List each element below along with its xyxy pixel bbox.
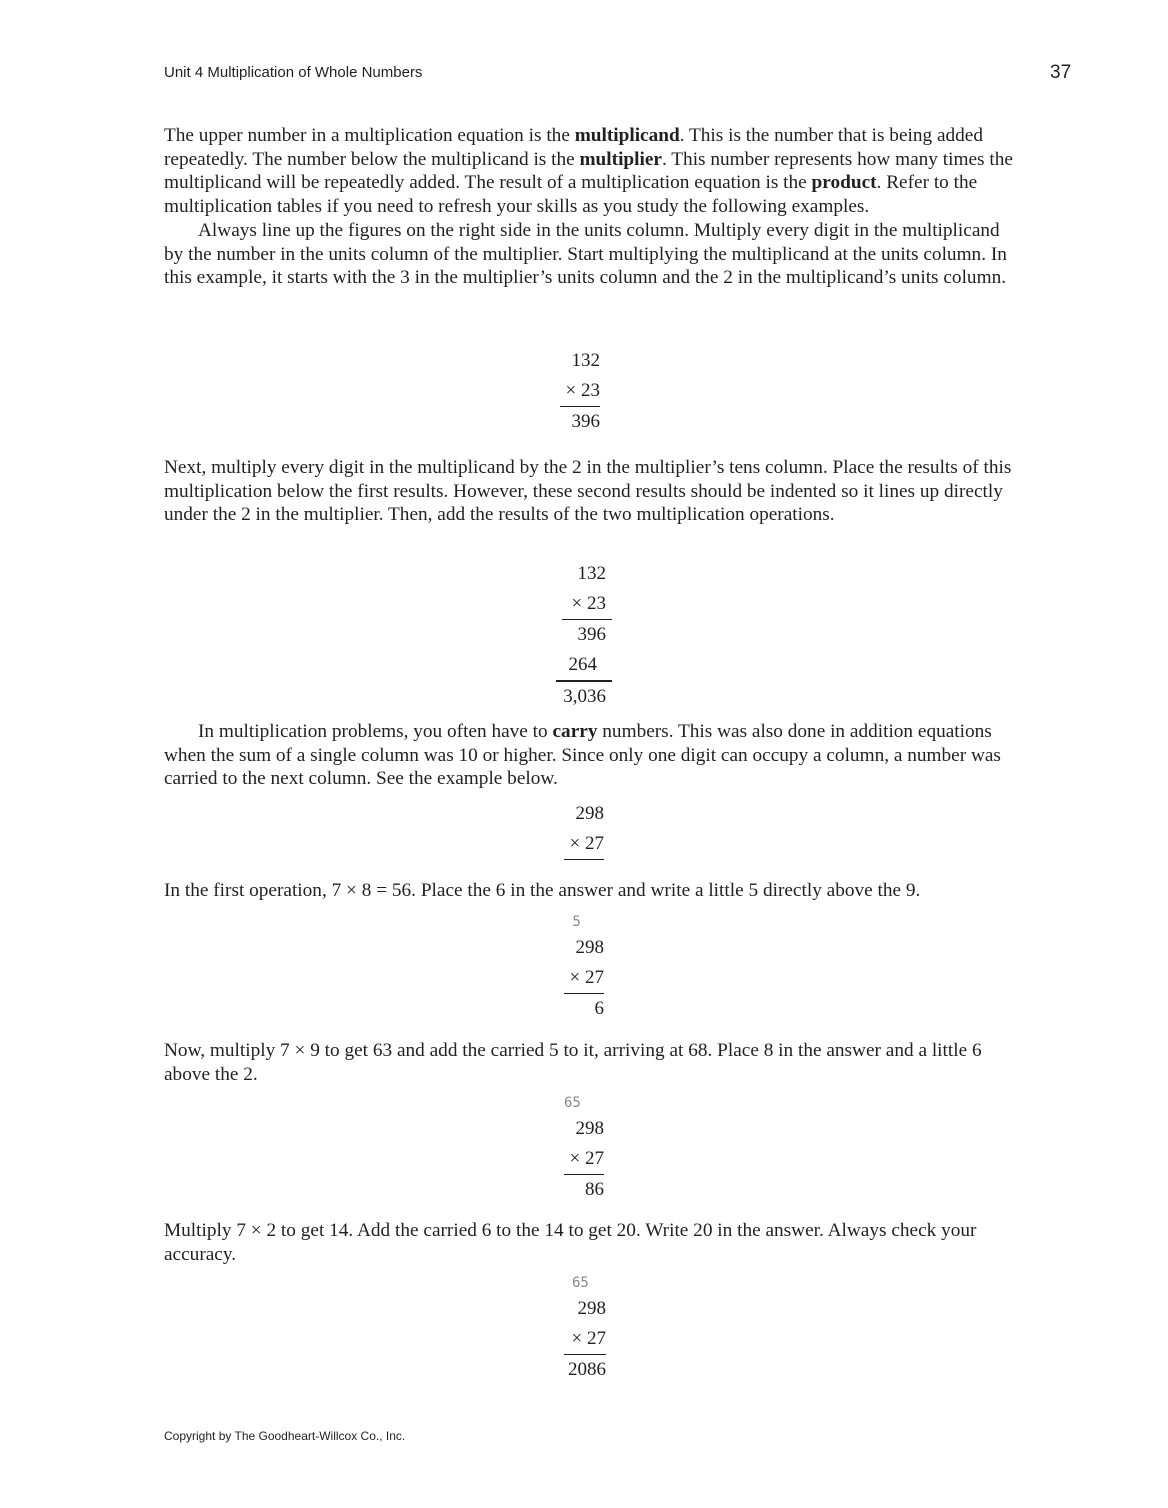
term-multiplicand: multiplicand xyxy=(574,125,680,146)
text: In multiplication problems, you often have to xyxy=(198,721,553,742)
text: . This number represents how many times the multiplicand will be repeatedly added. The result of a multiplication equation is the xyxy=(164,148,1013,194)
product: 86 xyxy=(585,1179,604,1200)
paragraph-tens: Next, multiply every digit in the multiplicand by the 2 in the multiplier’s tens column. Place the results of this multiplication below the first results. However, these second results should be indented so it lines up directly under the 2 in the multiplier. Then, add the results of the two multiplication operations. xyxy=(164,457,1012,526)
example-5 xyxy=(564,1093,604,1205)
multiplier: × 23 xyxy=(560,376,600,407)
example-3 xyxy=(564,799,604,860)
text: The upper number in a multiplication equation is the xyxy=(164,125,575,146)
product: 2086 xyxy=(568,1359,606,1380)
running-header: Unit 4 Multiplication of Whole Numbers xyxy=(164,64,423,81)
term-multiplier: multiplier xyxy=(579,148,662,170)
carry-digits: 65 xyxy=(564,1095,581,1111)
paragraph-third-operation: Multiply 7 × 2 to get 14. Add the carried 6 to the 14 to get 20. Write 20 in the answer. Always check your accuracy. xyxy=(164,1220,977,1265)
multiplicand: 298 xyxy=(575,803,604,824)
multiplier: × 27 xyxy=(564,1324,606,1355)
text: . This is the number that is being added repeatedly. The number below the multiplicand is the xyxy=(164,125,983,170)
page-number: 37 xyxy=(1050,62,1072,83)
multiplicand: 298 xyxy=(575,937,604,958)
product: 396 xyxy=(571,411,600,432)
paragraph-second-operation: Now, multiply 7 × 9 to get 63 and add the carried 5 to it, arriving at 68. Place 8 in the answer and a little 6 above the 2. xyxy=(164,1040,982,1085)
copyright-footer: Copyright by The Goodheart-Willcox Co., Inc. xyxy=(164,1429,406,1443)
sum: 3,036 xyxy=(563,686,606,707)
example-4 xyxy=(564,912,604,1024)
multiplier: × 23 xyxy=(562,589,612,620)
term-carry: carry xyxy=(552,721,598,742)
multiplicand: 132 xyxy=(577,563,606,584)
partial-product-1: 396 xyxy=(577,624,606,645)
multiplier: × 27 xyxy=(564,829,604,860)
text: numbers. This was also done in addition equations when the sum of a single column was 10 or higher. Since only one digit can occupy a column, a number was carried to the next column. See the example below. xyxy=(164,721,1001,790)
multiplicand: 132 xyxy=(571,350,600,371)
paragraph-first-operation: In the first operation, 7 × 8 = 56. Place the 6 in the answer and write a little 5 directly above the 9. xyxy=(164,880,921,901)
carry-digits: 5 xyxy=(564,914,581,930)
example-2 xyxy=(556,559,612,712)
text: . Refer to the multiplication tables if you need to refresh your skills as you study the following examples. xyxy=(164,172,978,218)
product: 6 xyxy=(594,998,604,1019)
term-product: product xyxy=(811,172,877,194)
paragraph-terms xyxy=(164,124,1014,290)
multiplicand: 298 xyxy=(577,1298,606,1319)
partial-product-2: 264 xyxy=(556,650,612,682)
example-6 xyxy=(564,1273,606,1385)
paragraph-line-up: Always line up the figures on the right side in the units column. Multiply every digit in the multiplicand by the number in the units column of the multiplier. Start multiplying the multiplicand at the units column. In this example, it starts with the 3 in the multiplier’s units column and the 2 in the multiplicand’s units column. xyxy=(164,219,1007,289)
multiplier: × 27 xyxy=(564,1144,604,1175)
paragraph-carry xyxy=(164,720,1014,791)
example-1 xyxy=(560,346,600,437)
carry-digits: 65 xyxy=(572,1275,589,1291)
multiplicand: 298 xyxy=(575,1118,604,1139)
multiplier: × 27 xyxy=(564,963,604,994)
